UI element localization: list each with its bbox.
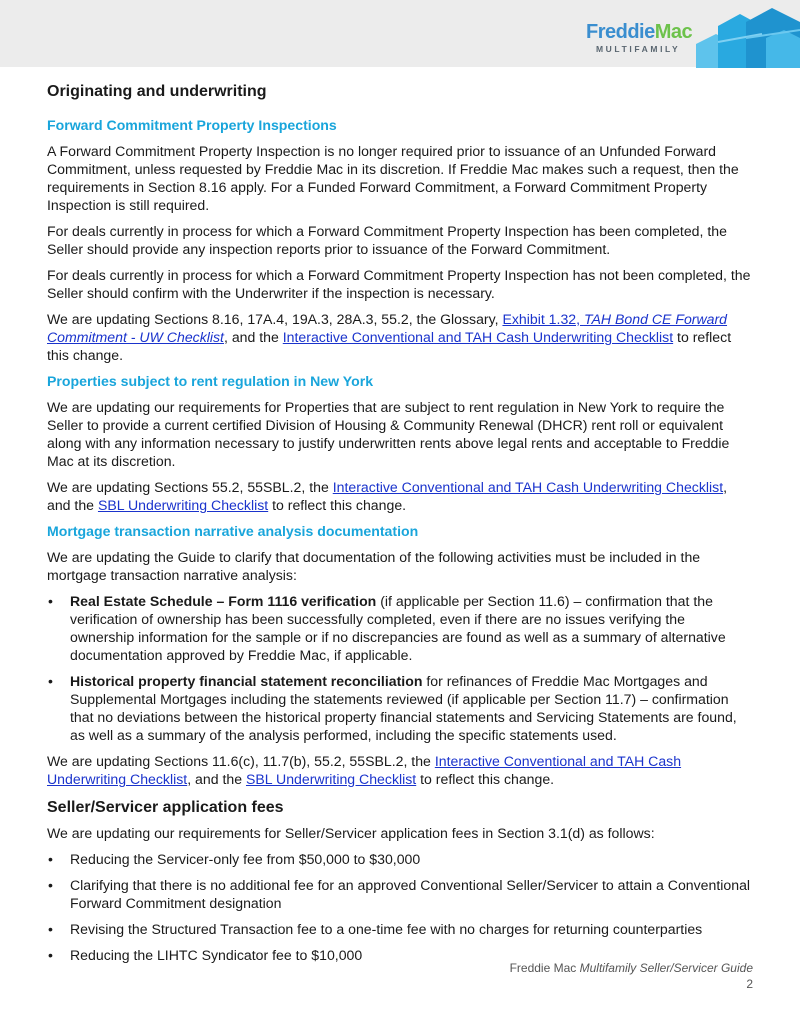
bullet-icon: •: [48, 877, 53, 893]
link-interactive-checklist[interactable]: Interactive Conventional and TAH Cash Underwriting Checklist: [282, 329, 674, 345]
link-interactive-checklist[interactable]: Interactive Conventional and TAH Cash Underwriting Checklist: [47, 753, 682, 787]
logo-word-freddie: Freddie: [586, 21, 655, 43]
link-sbl-checklist[interactable]: SBL Underwriting Checklist: [245, 771, 417, 787]
paragraph: A Forward Commitment Property Inspection is no longer required prior to issuance of an Unfunded Forward Commitment, unless requested by Freddie Mac in its discretion. If Freddie Mac makes such a request, then the requirements in Section 8.16 apply. For a Funded Forward Commitment, a Forward Commitment Property Inspection is still required.: [47, 143, 739, 213]
subheading-narrative-analysis: Mortgage transaction narrative analysis documentation: [47, 523, 419, 539]
bullet-icon: •: [48, 947, 53, 963]
list-item: [47, 850, 752, 868]
bullet-icon: •: [48, 921, 53, 937]
list-item-text: Revising the Structured Transaction fee to a one-time fee with no charges for returning counterparties: [70, 921, 703, 937]
list-item: [47, 876, 752, 912]
logo-subtitle: MULTIFAMILY: [596, 44, 681, 54]
paragraph: We are updating our requirements for Properties that are subject to rent regulation in New York to require the Seller to provide a current certified Division of Housing & Community Renewal (DHCR) rent roll or equivalent along with any information necessary to justify underwritten rents above legal rents and acceptable to Freddie Mac at its discretion.: [47, 399, 730, 469]
logo-word-mac: Mac: [654, 21, 693, 43]
paragraph: For deals currently in process for which a Forward Commitment Property Inspection has been completed, the Seller should provide any inspection reports prior to issuance of the Forward Commitment.: [47, 223, 727, 257]
paragraph-text: , and the: [47, 479, 728, 513]
list-item: [47, 920, 752, 938]
paragraph-text: to reflect this change.: [268, 497, 407, 513]
bullet-icon: •: [48, 593, 53, 609]
page-footer: [510, 960, 753, 992]
freddie-mac-logo[interactable]: [586, 22, 692, 54]
subheading-rent-regulation-new-york: Properties subject to rent regulation in New York: [47, 373, 374, 389]
link-interactive-checklist[interactable]: Interactive Conventional and TAH Cash Underwriting Checklist: [332, 479, 724, 495]
logo-wordmark: [586, 22, 692, 42]
footer-guide-title: Multifamily Seller/Servicer Guide: [579, 961, 753, 975]
link-text-italic: TAH Bond CE Forward Commitment - UW Checklist: [47, 311, 728, 345]
paragraph-text: We are updating Sections 55.2, 55SBL.2, the: [47, 479, 333, 495]
document-body: [47, 82, 752, 972]
paragraph-text: , and the: [187, 771, 246, 787]
list-item-bold: Historical property financial statement reconciliation: [70, 673, 423, 689]
paragraph-text: We are updating Sections 8.16, 17A.4, 19A.3, 28A.3, 55.2, the Glossary,: [47, 311, 503, 327]
list-item-text: (if applicable per Section 11.6) – confirmation that the verification of ownership has been successfully completed, even if there are no issues verifying the ownership information for the sample or if no discrepancies are found as well as a summary of alternative documentation approved by Freddie Mac, if applicable.: [70, 593, 726, 663]
list-item-text: Clarifying that there is no additional fee for an approved Conventional Seller/Servicer to attain a Conventional Forward Commitment designation: [70, 877, 751, 911]
list-item: [47, 592, 752, 664]
list-item-bold: Real Estate Schedule – Form 1116 verification: [70, 593, 377, 609]
bullet-icon: •: [48, 673, 53, 689]
paragraph-text: to reflect this change.: [416, 771, 555, 787]
paragraph: We are updating the Guide to clarify that documentation of the following activities must be included in the mortgage transaction narrative analysis:: [47, 549, 701, 583]
paragraph: We are updating our requirements for Seller/Servicer application fees in Section 3.1(d) as follows:: [47, 825, 655, 841]
list-item-text: Reducing the LIHTC Syndicator fee to $10,000: [70, 947, 363, 963]
paragraph-text: We are updating Sections 11.6(c), 11.7(b), 55.2, 55SBL.2, the: [47, 753, 435, 769]
bullet-icon: •: [48, 851, 53, 867]
list-item: [47, 672, 752, 744]
link-text: Exhibit 1.32,: [502, 311, 584, 327]
bullet-list: [47, 592, 752, 744]
paragraph: [47, 752, 752, 788]
heading-originating-underwriting: Originating and underwriting: [47, 83, 267, 100]
paragraph: For deals currently in process for which a Forward Commitment Property Inspection has not been completed, the Seller should confirm with the Underwriter if the inspection is necessary.: [47, 267, 751, 301]
paragraph: [47, 310, 752, 364]
heading-application-fees: Seller/Servicer application fees: [47, 799, 284, 816]
footer-prefix: Freddie Mac: [509, 961, 580, 975]
buildings-graphic: [696, 8, 800, 68]
subheading-forward-commitment-inspections: Forward Commitment Property Inspections: [47, 117, 337, 133]
paragraph-text: to reflect this change.: [47, 329, 732, 363]
paragraph-text: , and the: [223, 329, 283, 345]
page-number: 2: [746, 977, 753, 991]
fees-list: [47, 850, 752, 964]
paragraph: [47, 478, 752, 514]
list-item-text: for refinances of Freddie Mac Mortgages and Supplemental Mortgages including the statements reviewed (if applicable per Section 11.7) – confirmation that no deviations between the historical property financial statements and Servicing Statements are found, as well as a summary of the analysis performed, including the specific statements used.: [70, 673, 737, 743]
link-sbl-checklist[interactable]: SBL Underwriting Checklist: [97, 497, 269, 513]
list-item-text: Reducing the Servicer-only fee from $50,000 to $30,000: [70, 851, 421, 867]
